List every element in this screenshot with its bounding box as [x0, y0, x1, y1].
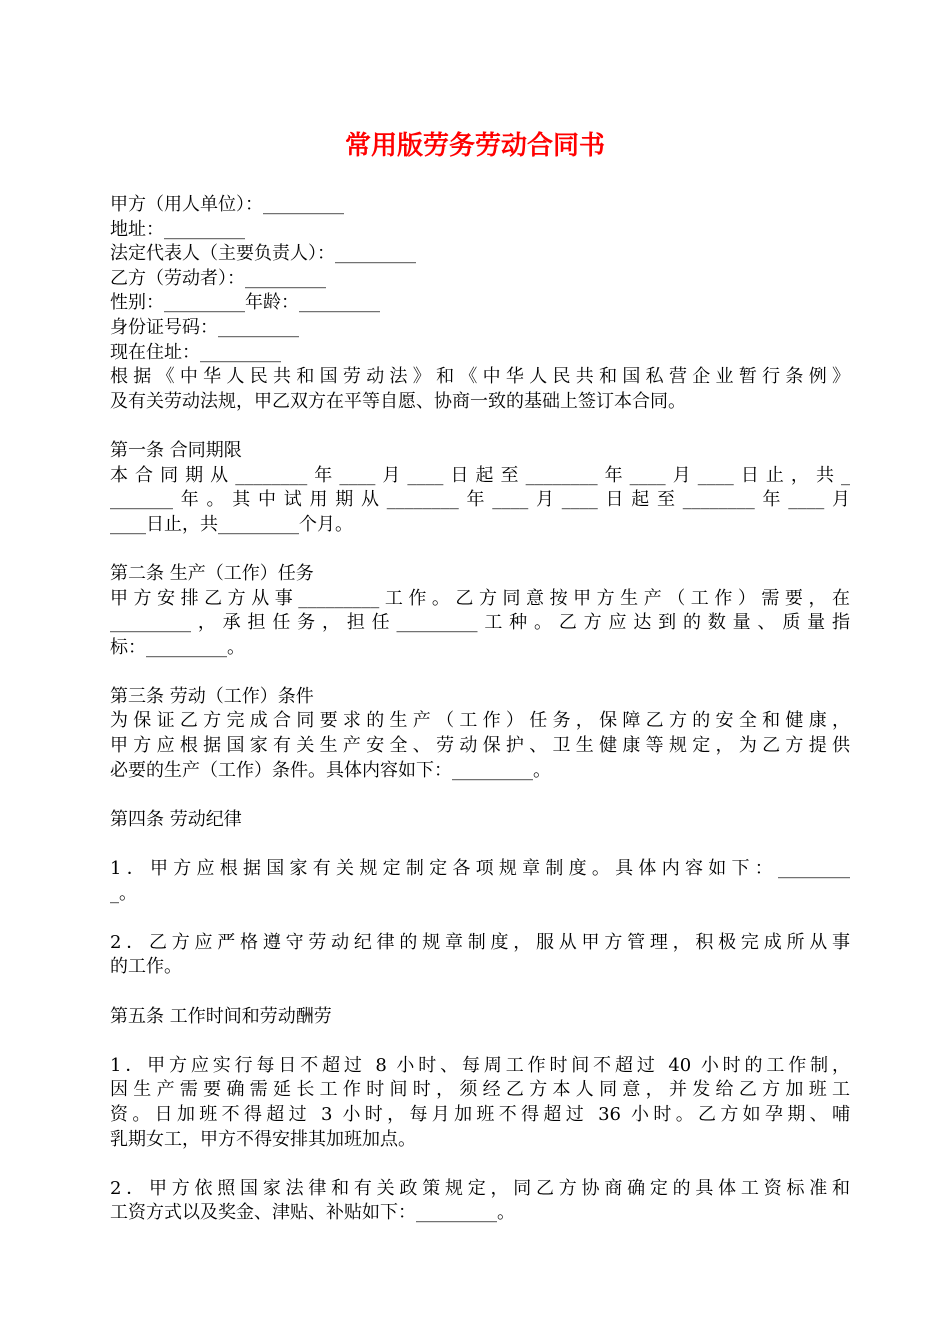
party-b-line: 乙方（劳动者）：_________ — [110, 267, 326, 289]
article-3-heading: 第三条 劳动（工作）条件 — [110, 685, 314, 707]
article-4-paragraph-1-line: _。 — [110, 882, 137, 904]
gender-age-line: 性别：_________年龄：_________ — [110, 292, 380, 314]
intro-line: 根据《中华人民共和国劳动法》和《中华人民共和国私营企业暂行条例》 — [110, 366, 850, 388]
article-1-line: ____日止，共_________个月。 — [110, 513, 353, 535]
spacer — [110, 1152, 850, 1177]
article-2-line: 标：_________。 — [110, 636, 245, 658]
article-4-heading: 第四条 劳动纪律 — [110, 808, 242, 830]
spacer — [110, 660, 850, 685]
article-3-line: 必要的生产（工作）条件。具体内容如下：_________。 — [110, 759, 551, 781]
article-2-line: _________，承担任务，担任_________工种。乙方应达到的数量、质量指 — [110, 612, 850, 634]
intro-line: 及有关劳动法规，甲乙双方在平等自愿、协商一致的基础上签订本合同。 — [110, 390, 686, 412]
article-4-paragraph-2-line: 的工作。 — [110, 956, 182, 978]
party-a-line: 甲方（用人单位）：_________ — [110, 194, 344, 215]
article-5-heading: 第五条 工作时间和劳动酬劳 — [110, 1005, 332, 1027]
article-5-paragraph-2-line: 2．甲方依照国家法律和有关政策规定，同乙方协商确定的具体工资标准和 — [110, 1177, 850, 1199]
article-5-paragraph-1-line: 乳期女工，甲方不得安排其加班加点。 — [110, 1128, 416, 1150]
article-3-line: 为保证乙方完成合同要求的生产（工作）任务，保障乙方的安全和健康， — [110, 710, 850, 732]
spacer — [110, 537, 850, 562]
spacer — [110, 783, 850, 808]
spacer — [110, 832, 850, 857]
article-4-paragraph-2-line: 2．乙方应严格遵守劳动纪律的规章制度，服从甲方管理，积极完成所从事 — [110, 931, 850, 953]
article-2-heading: 第二条 生产（工作）任务 — [110, 562, 314, 584]
spacer — [110, 980, 850, 1005]
article-1-line: 本合同期从________年____月____日起至________年____月____日止，共_ — [110, 464, 850, 486]
article-1-line: _______年。其中试用期从________年____月____日起至________年____月 — [110, 489, 850, 511]
document-body — [110, 193, 850, 1226]
legal-representative-line: 法定代表人（主要负责人）：_________ — [110, 243, 416, 265]
article-5-paragraph-1-line: 1．甲方应实行每日不超过 8 小时、每周工作时间不超过 40 小时的工作制， — [110, 1054, 850, 1076]
spacer — [110, 1029, 850, 1054]
article-4-paragraph-1-line: 1．甲方应根据国家有关规定制定各项规章制度。具体内容如下：________ — [110, 858, 850, 880]
article-5-paragraph-1-line: 资。日加班不得超过 3 小时，每月加班不得超过 36 小时。乙方如孕期、哺 — [110, 1103, 850, 1125]
current-address-line: 现在住址：_________ — [110, 341, 281, 363]
spacer — [110, 414, 850, 439]
address-line: 地址：_________ — [110, 218, 245, 240]
article-5-paragraph-2-line: 工资方式以及奖金、津贴、补贴如下：_________。 — [110, 1202, 515, 1224]
article-3-line: 甲方应根据国家有关生产安全、劳动保护、卫生健康等规定，为乙方提供 — [110, 735, 850, 757]
document-title: 常用版劳务劳动合同书 — [344, 131, 605, 161]
article-2-line: 甲方安排乙方从事_________工作。乙方同意按甲方生产（工作）需要，在 — [110, 587, 850, 609]
article-5-paragraph-1-line: 因生产需要确需延长工作时间时，须经乙方本人同意，并发给乙方加班工 — [110, 1079, 850, 1101]
article-1-heading: 第一条 合同期限 — [110, 439, 242, 461]
id-number-line: 身份证号码：_________ — [110, 316, 299, 338]
spacer — [110, 906, 850, 931]
